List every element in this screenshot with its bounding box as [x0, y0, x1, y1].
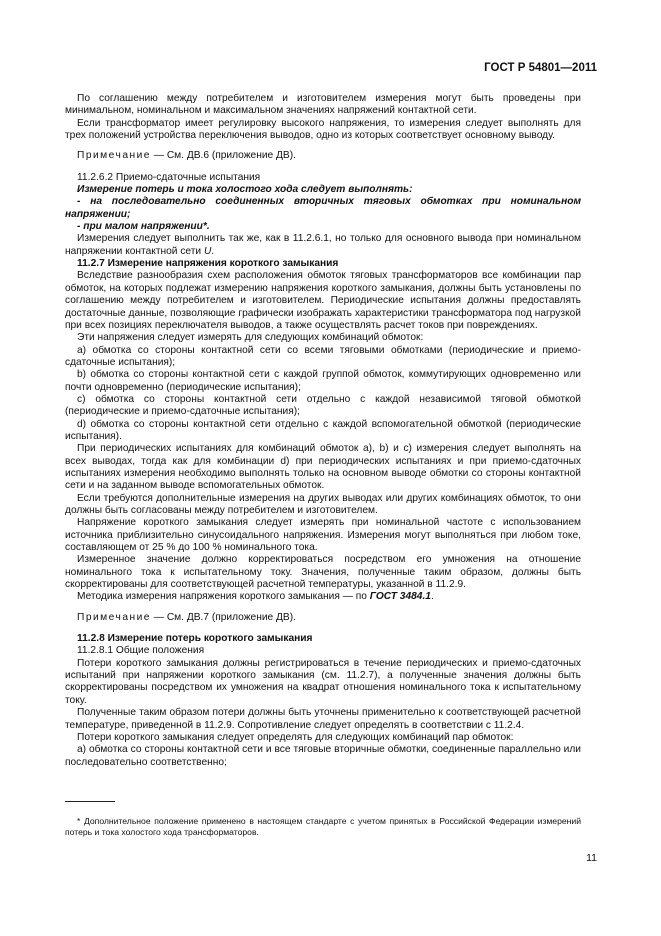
paragraph: Измеренное значение должно корректироваться посредством его умножения на отношение номинального тока к испытательному току. Значения, полученные таким образом, должны быть скорректированы для соответствующей расчетной температуры, указанной в 11.2.9. [65, 554, 581, 591]
note [65, 612, 581, 624]
paragraph-text: Измерения следует выполнить так же, как в 11.2.6.1, но только для основного вывода при номинальном напряжении контактной сети [65, 233, 581, 257]
list-item: d) обмотка со стороны контактной сети отдельно с каждой вспомогательной обмоткой (периодические испытания). [65, 418, 581, 442]
footnote-divider [65, 801, 115, 802]
list-item: a) обмотка со стороны контактной сети со всеми тяговыми обмотками (периодические и приемо-сдаточные испытания); [65, 344, 581, 368]
paragraph: Эти напряжения следует измерять для следующих комбинаций обмоток: [77, 332, 424, 344]
list-item: - на последовательно соединенных вторичных тяговых обмотках при номинальном напряжении; [65, 196, 581, 220]
note-label: Примечание [77, 611, 151, 623]
paragraph: Если требуются дополнительные измерения на других выводах или других комбинациях обмоток, то они должны быть согласованы между потребителем и изготовителем. [65, 492, 581, 516]
paragraph: Напряжение короткого замыкания следует измерять при номинальной частоте с использованием источника приблизительно синусоидального напряжения. Измерения могут выполняться при любом токе, составляющем от 25 % до 100 % номинального тока. [65, 517, 581, 554]
page-header: ГОСТ Р 54801—2011 [484, 62, 597, 74]
note-text: — См. ДВ.6 (приложение ДВ). [150, 150, 296, 162]
paragraph: Если трансформатор имеет регулировку высокого напряжения, то измерения следует выполнять для трех положений устройства переключения выводов, одно из которых соответствует основному выводу. [65, 117, 581, 142]
list-item: a) обмотка со стороны контактной сети и все тяговые вторичные обмотки, соединенные параллельно или последовательно соответственно; [65, 744, 581, 768]
note-label: Примечание [77, 150, 151, 162]
paragraph: Вследствие разнообразия схем расположения обмоток тяговых трансформаторов все комбинации пар обмоток, на которых подлежат измерению напряжения короткого замыкания, должны быть установлены по соглашению между потребителем и изготовителем. Периодические испытания должны предоставлять достаточные данные, позволяющие графически изображать характеристики трансформатора под нагрузкой при всех позициях переключателя выводов, а также осуществлять расчет токов при повреждениях. [65, 270, 581, 331]
note-text: — См. ДВ.7 (приложение ДВ). [150, 611, 296, 623]
paragraph: Потери короткого замыкания следует определять для следующих комбинаций пар обмоток: [77, 731, 514, 743]
document-body [65, 93, 581, 769]
section-heading: 11.2.8 Измерение потерь короткого замыкания [77, 633, 313, 645]
list-item: - при малом напряжении*. [77, 221, 210, 233]
variable-u: U [203, 245, 212, 257]
subsection-heading: 11.2.8.1 Общие положения [77, 645, 205, 657]
page-number: 11 [586, 852, 597, 864]
section-heading: 11.2.6.2 Приемо-сдаточные испытания [77, 171, 261, 183]
paragraph-text: Методика измерения напряжения короткого замыкания — по [77, 591, 370, 603]
paragraph: При периодических испытаниях для комбинаций обмоток a), b) и c) измерения следует выполнять на всех выводах, тогда как для комбинации d) при периодических испытаниях и при приемо-сдаточных испытаниях измерения необходимо выполнять только на основном выводе обмотки со стороны контактной сети и на заданном выводе вспомогательных обмоток. [65, 443, 581, 492]
footnote: * Дополнительное положение применено в настоящем стандарте с учетом принятых в Российской Федерации измерений потерь и тока холостого хода трансформаторов. [65, 816, 581, 837]
paragraph: Потери короткого замыкания должны регистрироваться в течение периодических и приемо-сдаточных испытаний при напряжении короткого замыкания (см. 11.2.7), а полученные значения должны быть скорректированы посредством их умножения на квадрат отношения номинального тока к испытательному току. [65, 657, 581, 706]
paragraph [65, 591, 581, 603]
paragraph: По соглашению между потребителем и изготовителем измерения могут быть проведены при минимальном, номинальном и максимальном значениях напряжений контактной сети. [65, 93, 581, 117]
note [65, 150, 581, 162]
list-item: Измерение потерь и тока холостого хода следует выполнять: [77, 184, 413, 196]
standard-reference: ГОСТ 3484.1 [369, 591, 431, 603]
section-heading: 11.2.7 Измерение напряжения короткого замыкания [77, 258, 339, 270]
list-item: c) обмотка со стороны контактной сети отдельно с каждой независимой тяговой обмоткой (периодические и приемо-сдаточные испытания); [65, 393, 581, 418]
paragraph [65, 233, 581, 258]
list-item: b) обмотка со стороны контактной сети с каждой группой обмоток, коммутирующих одновременно или почти одновременно (периодические испытания); [65, 369, 581, 393]
paragraph-end: . [211, 245, 215, 257]
paragraph-end: . [430, 591, 434, 603]
paragraph: Полученные таким образом потери должны быть уточнены применительно к соответствующей расчетной температуре, приведенной в 11.2.9. Сопротивление следует определять в соответствии с 11.2.4. [65, 707, 581, 731]
